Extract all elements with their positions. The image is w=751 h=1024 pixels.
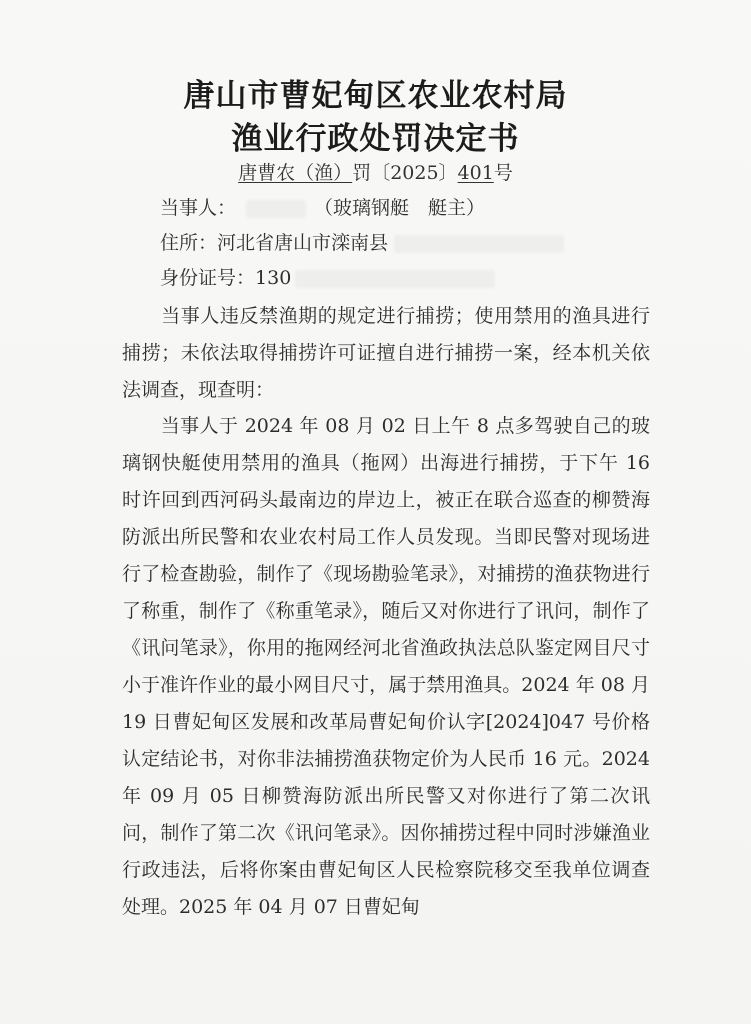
- id-label: 身份证号：: [160, 267, 256, 289]
- party-line: [160, 197, 485, 219]
- id-line: [160, 267, 495, 289]
- redacted-name: [246, 200, 306, 218]
- document-number-suffix: 号: [493, 162, 513, 184]
- party-value: （玻璃钢艇 艇主）: [314, 197, 486, 219]
- address-value: 河北省唐山市滦南县: [217, 232, 389, 254]
- redacted-address: [394, 235, 564, 253]
- id-value: 130: [255, 267, 292, 289]
- redacted-id: [295, 270, 495, 288]
- paragraph-findings: 当事人于 2024 年 08 月 02 日上午 8 点多驾驶自己的玻璃钢快艇使用禁用的渔具（拖网）出海进行捕捞，于下午 16 时许回到西河码头最南边的岸边上，被正在联合巡查的柳赞海防派出所民警和农业农村局工作人员发现。当即民警对现场进行了检查勘验，制作了《现场勘验笔录》，对捕捞的渔获物进行了称重，制作了《称重笔录》，随后又对你进行了讯问，制作了《讯问笔录》，你用的拖网经河北省渔政执法总队鉴定网目尺寸小于准许作业的最小网目尺寸，属于禁用渔具。2024 年 08 月 19 日曹妃甸区发展和改革局曹妃甸价认字[2024]047 号价格认定结论书，对你非法捕捞渔获物定价为人民币 16 元。2024 年 09 月 05 日柳赞海防派出所民警又对你进行了第二次讯问，制作了第二次《讯问笔录》。因你捕捞过程中同时涉嫌渔业行政违法，后将你案由曹妃甸区人民检察院移交至我单位调查处理。2025 年 04 月 07 日曹妃甸: [122, 415, 650, 918]
- document-number: [0, 158, 751, 185]
- address-line: [160, 232, 564, 254]
- address-label: 住所：: [160, 232, 218, 254]
- document-number-num: 401: [457, 162, 494, 184]
- document-number-prefix: 唐曹农（渔）: [238, 162, 353, 184]
- party-label: 当事人：: [160, 197, 237, 219]
- paragraph-violation-summary: 当事人违反禁渔期的规定进行捕捞；使用禁用的渔具进行捕捞；未依法取得捕捞许可证擅自进行捕捞一案，经本机关依法调查，现查明：: [122, 305, 650, 401]
- document-number-middle: 罚〔2025〕: [352, 162, 458, 184]
- document-title-type: 渔业行政处罚决定书: [231, 121, 520, 157]
- document-title-agency: 唐山市曹妃甸区农业农村局: [183, 78, 568, 114]
